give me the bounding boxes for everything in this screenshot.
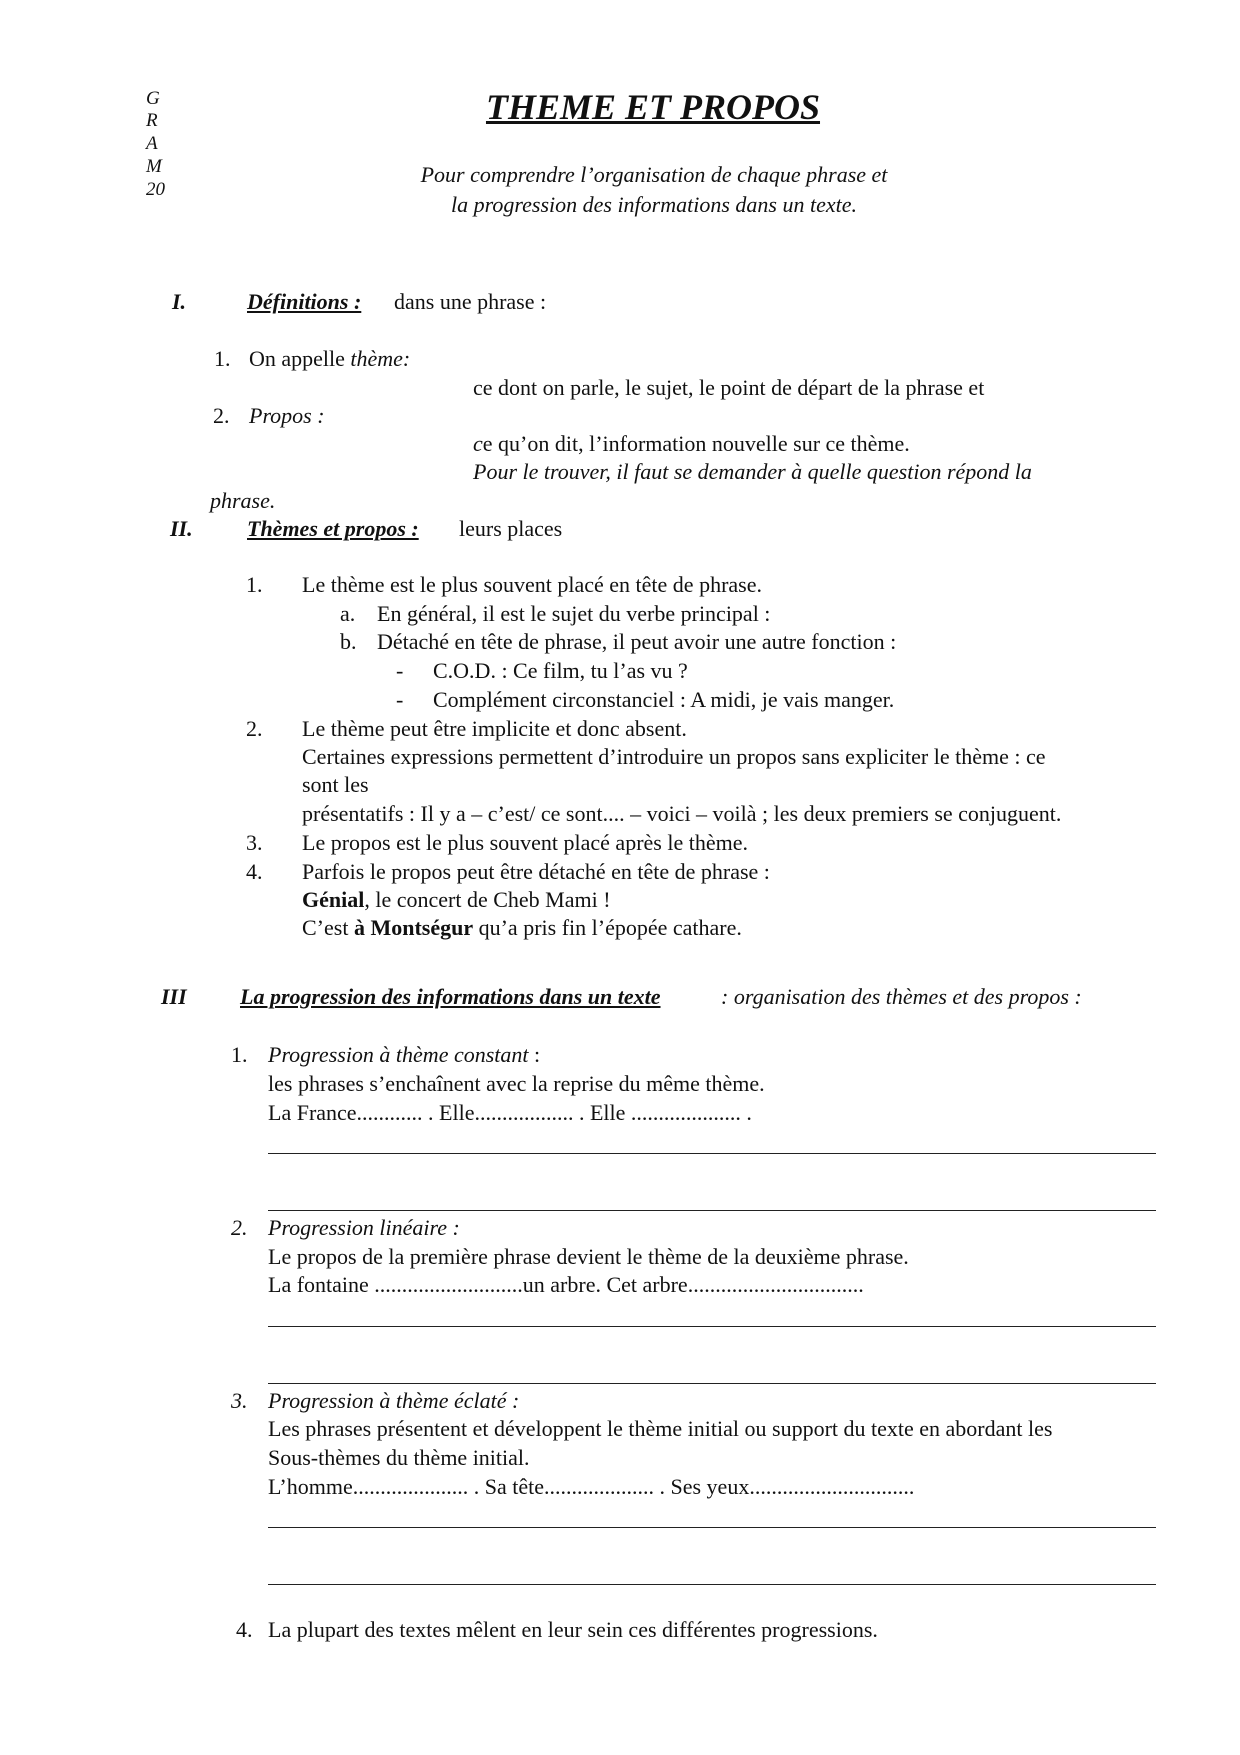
progression-example: L’homme..................... . Sa tête.................... . Ses yeux.............................. (268, 1474, 915, 1499)
section-1-number: I. (172, 289, 187, 314)
answer-line (268, 1210, 1156, 1211)
list-item: Détaché en tête de phrase, il peut avoir une autre fonction : (377, 629, 897, 654)
example-line: Génial, le concert de Cheb Mami ! (302, 887, 611, 912)
progression-description: Les phrases présentent et développent le thème initial ou support du texte en abordant les (268, 1416, 1053, 1441)
progression-description: les phrases s’enchaînent avec la reprise du même thème. (268, 1071, 765, 1096)
list-item-continued: Certaines expressions permettent d’introduire un propos sans expliciter le thème : ce (302, 744, 1046, 769)
progression-title: Progression à thème constant : (268, 1042, 541, 1067)
list-item-number: a. (340, 601, 356, 626)
list-item-number: b. (340, 629, 357, 654)
list-item: Le propos est le plus souvent placé après le thème. (302, 830, 748, 855)
progression-title: Progression linéaire : (268, 1215, 460, 1240)
progression-description: Sous-thèmes du thème initial. (268, 1445, 530, 1470)
item-number: 2. (231, 1215, 248, 1240)
conclusion-text: La plupart des textes mêlent en leur sein ces différentes progressions. (268, 1617, 878, 1642)
list-item-continued: sont les (302, 772, 369, 797)
progression-example: La France............ . Elle.................. . Elle .................... . (268, 1100, 752, 1125)
side-code-number: 20 (146, 179, 165, 200)
subtitle-line: Pour comprendre l’organisation de chaque phrase et (420, 162, 888, 187)
section-1-heading: Définitions : (247, 289, 362, 314)
section-3-heading: La progression des informations dans un texte (240, 984, 661, 1009)
item-number: 3. (231, 1388, 248, 1413)
item-number: 2. (213, 403, 230, 428)
list-item: Le thème est le plus souvent placé en tête de phrase. (302, 572, 762, 597)
list-item: Le thème peut être implicite et donc absent. (302, 716, 687, 741)
list-item-number: 1. (246, 572, 263, 597)
item-number: 1. (231, 1042, 248, 1067)
item-number: 4. (236, 1617, 253, 1642)
list-item-number: 2. (246, 716, 263, 741)
list-item: En général, il est le sujet du verbe principal : (377, 601, 771, 626)
list-item-number: 4. (246, 859, 263, 884)
progression-example: La fontaine ...........................un arbre. Cet arbre................................ (268, 1272, 864, 1297)
list-item-number: 3. (246, 830, 263, 855)
section-3-number: III (161, 984, 187, 1009)
item-number: 1. (214, 346, 231, 371)
side-code-letter: R (146, 110, 158, 131)
term-propos: Propos : (249, 403, 325, 428)
item-1-lead: On appelle thème: (249, 346, 411, 371)
page-title: THEME ET PROPOS (485, 87, 821, 127)
definition-theme: ce dont on parle, le sujet, le point de départ de la phrase et (473, 375, 985, 400)
section-2-tail: leurs places (459, 516, 563, 541)
answer-line (268, 1383, 1156, 1384)
list-item: Parfois le propos peut être détaché en tête de phrase : (302, 859, 770, 884)
definition-propos: ce qu’on dit, l’information nouvelle sur ce thème. (473, 431, 910, 456)
answer-line (268, 1326, 1156, 1327)
progression-title: Progression à thème éclaté : (268, 1388, 520, 1413)
progression-description: Le propos de la première phrase devient le thème de la deuxième phrase. (268, 1244, 909, 1269)
list-item-dash: - (396, 658, 404, 683)
section-3-tail: : organisation des thèmes et des propos : (721, 984, 1082, 1009)
example-line: C’est à Montségur qu’a pris fin l’épopée cathare. (302, 915, 742, 940)
side-code-letter: G (146, 88, 160, 109)
list-item: Complément circonstanciel : A midi, je vais manger. (433, 687, 895, 712)
term-theme: thème: (350, 346, 411, 371)
section-2-heading: Thèmes et propos : (247, 516, 419, 541)
section-2-number: II. (170, 516, 193, 541)
list-item: C.O.D. : Ce film, tu l’as vu ? (433, 658, 688, 683)
side-code-letter: A (146, 133, 158, 154)
list-item-continued: présentatifs : Il y a – c’est/ ce sont.... – voici – voilà ; les deux premiers se conjuguent. (302, 801, 1062, 826)
answer-line (268, 1527, 1156, 1528)
answer-line (268, 1584, 1156, 1585)
subtitle-line: la progression des informations dans un texte. (451, 192, 857, 217)
answer-line (268, 1153, 1156, 1154)
side-code-letter: M (146, 156, 162, 177)
propos-hint-continued: phrase. (210, 488, 276, 513)
list-item-dash: - (396, 687, 404, 712)
section-1-tail: dans une phrase : (394, 289, 547, 314)
propos-hint: Pour le trouver, il faut se demander à quelle question répond la (473, 459, 1032, 484)
